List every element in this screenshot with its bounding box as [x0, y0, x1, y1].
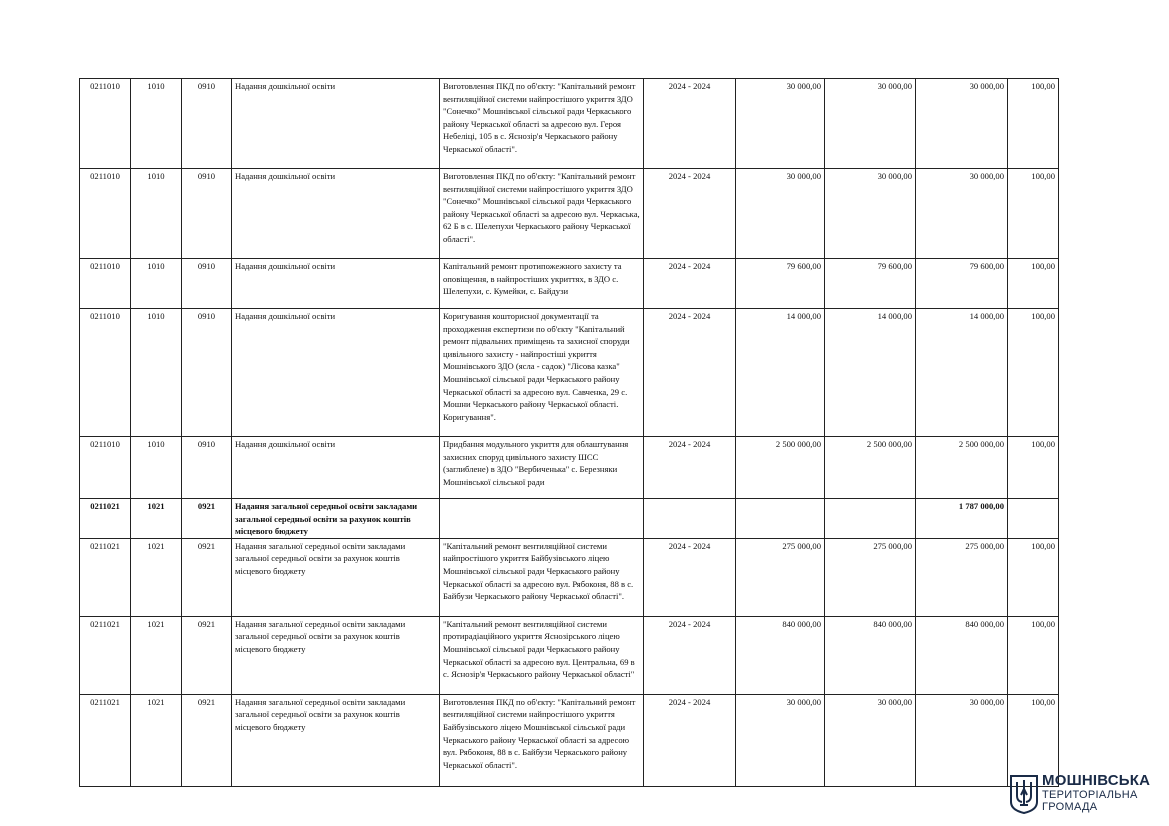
object-name-cell: Капітальний ремонт протипожежного захисту та оповіщення, в найпростіших укриттях, в ЗДО с. Шелепухи, с. Кумейки, с. Байдузи: [440, 259, 644, 309]
total-cost-cell: 30 000,00: [736, 694, 825, 786]
classification-code-cell: 0910: [182, 309, 232, 437]
program-code-cell: 0211021: [80, 694, 131, 786]
period-cell: 2024 - 2024: [644, 79, 736, 169]
object-name-cell: "Капітальний ремонт вентиляційної системи протирадіаційного укриття Яснозірського ліцею Мошнівської сільської ради Черкаського району Черкаської області за адресою вул. Центральна, 69 в с. Яснозір'я Черкаського району Черкаської області": [440, 616, 644, 694]
budget-amount-cell: 2 500 000,00: [916, 437, 1008, 499]
period-cell: 2024 - 2024: [644, 259, 736, 309]
program-name-cell: Надання загальної середньої освіти закладами загальної середньої освіти за рахунок коштів місцевого бюджету: [232, 694, 440, 786]
budget-table: [79, 78, 1059, 787]
total-cost-cell: 275 000,00: [736, 538, 825, 616]
community-logo: [1009, 772, 1159, 816]
program-name-cell: Надання дошкільної освіти: [232, 309, 440, 437]
period-cell: 2024 - 2024: [644, 309, 736, 437]
readiness-percent-cell: 100,00: [1008, 169, 1059, 259]
logo-title: МОШНІВСЬКА: [1042, 772, 1151, 789]
object-name-cell: "Капітальний ремонт вентиляційної системи найпростішого укриття Байбузівського ліцею Мошнівської сільської ради Черкаського району Черкаської області за адресою вул. Рябоконя, 88 в с. Байбузи Черкаського району Черкаської області".: [440, 538, 644, 616]
classification-code-cell: 0921: [182, 616, 232, 694]
classification-code-cell: 0921: [182, 538, 232, 616]
period-cell: 2024 - 2024: [644, 437, 736, 499]
total-cost-cell: 30 000,00: [736, 169, 825, 259]
func-code-cell: 1010: [131, 79, 182, 169]
program-name-cell: Надання дошкільної освіти: [232, 169, 440, 259]
program-code-cell: 0211010: [80, 79, 131, 169]
trident-icon: [1009, 774, 1039, 814]
func-code-cell: 1010: [131, 437, 182, 499]
table-row: [80, 309, 1059, 437]
program-name-cell: Надання дошкільної освіти: [232, 79, 440, 169]
func-code-cell: 1010: [131, 259, 182, 309]
classification-code-cell: 0921: [182, 499, 232, 539]
budget-amount-cell: 30 000,00: [916, 694, 1008, 786]
period-cell: 2024 - 2024: [644, 169, 736, 259]
period-cell: [644, 499, 736, 539]
classification-code-cell: 0910: [182, 169, 232, 259]
period-cell: 2024 - 2024: [644, 694, 736, 786]
total-cost-cell: 30 000,00: [736, 79, 825, 169]
logo-subtitle: [1042, 789, 1138, 813]
budget-amount-cell: 1 787 000,00: [916, 499, 1008, 539]
remaining-cost-cell: 30 000,00: [825, 169, 916, 259]
func-code-cell: 1021: [131, 538, 182, 616]
readiness-percent-cell: 100,00: [1008, 79, 1059, 169]
func-code-cell: 1021: [131, 694, 182, 786]
classification-code-cell: 0921: [182, 694, 232, 786]
remaining-cost-cell: 79 600,00: [825, 259, 916, 309]
readiness-percent-cell: 100,00: [1008, 694, 1059, 786]
remaining-cost-cell: 840 000,00: [825, 616, 916, 694]
classification-code-cell: 0910: [182, 437, 232, 499]
total-cost-cell: [736, 499, 825, 539]
readiness-percent-cell: 100,00: [1008, 616, 1059, 694]
period-cell: 2024 - 2024: [644, 538, 736, 616]
func-code-cell: 1010: [131, 309, 182, 437]
remaining-cost-cell: 14 000,00: [825, 309, 916, 437]
remaining-cost-cell: 30 000,00: [825, 694, 916, 786]
logo-subtitle-line2: ГРОМАДА: [1042, 801, 1098, 813]
readiness-percent-cell: 100,00: [1008, 437, 1059, 499]
logo-subtitle-line1: ТЕРИТОРІАЛЬНА: [1042, 789, 1138, 801]
period-cell: 2024 - 2024: [644, 616, 736, 694]
budget-amount-cell: 30 000,00: [916, 79, 1008, 169]
table-row: [80, 694, 1059, 786]
table-row: [80, 79, 1059, 169]
func-code-cell: 1021: [131, 499, 182, 539]
table-row: [80, 616, 1059, 694]
budget-amount-cell: 30 000,00: [916, 169, 1008, 259]
table-row: [80, 437, 1059, 499]
program-name-cell: Надання загальної середньої освіти закладами загальної середньої освіти за рахунок коштів місцевого бюджету: [232, 538, 440, 616]
budget-amount-cell: 840 000,00: [916, 616, 1008, 694]
object-name-cell: Придбання модульного укриття для облаштування захисних споруд цивільного захисту ШСС (заглиблене) в ЗДО "Вербиченька" с. Березняки Мошнівської сільської ради: [440, 437, 644, 499]
remaining-cost-cell: [825, 499, 916, 539]
classification-code-cell: 0910: [182, 259, 232, 309]
table-row: [80, 259, 1059, 309]
program-name-cell: Надання загальної середньої освіти закладами загальної середньої освіти за рахунок коштів місцевого бюджету: [232, 616, 440, 694]
program-name-cell: Надання загальної середньої освіти закладами загальної середньої освіти за рахунок коштів місцевого бюджету: [232, 499, 440, 539]
remaining-cost-cell: 30 000,00: [825, 79, 916, 169]
total-cost-cell: 79 600,00: [736, 259, 825, 309]
budget-amount-cell: 275 000,00: [916, 538, 1008, 616]
program-code-cell: 0211010: [80, 259, 131, 309]
remaining-cost-cell: 275 000,00: [825, 538, 916, 616]
program-code-cell: 0211010: [80, 309, 131, 437]
program-code-cell: 0211010: [80, 437, 131, 499]
program-code-cell: 0211021: [80, 616, 131, 694]
budget-amount-cell: 14 000,00: [916, 309, 1008, 437]
readiness-percent-cell: 100,00: [1008, 259, 1059, 309]
program-code-cell: 0211010: [80, 169, 131, 259]
program-name-cell: Надання дошкільної освіти: [232, 259, 440, 309]
classification-code-cell: 0910: [182, 79, 232, 169]
program-code-cell: 0211021: [80, 499, 131, 539]
func-code-cell: 1010: [131, 169, 182, 259]
table-row: [80, 169, 1059, 259]
total-cost-cell: 840 000,00: [736, 616, 825, 694]
object-name-cell: Виготовлення ПКД по об'єкту: "Капітальний ремонт вентиляційної системи найпростішого укриття ЗДО "Сонечко" Мошнівської сільської ради Черкаського району Черкаської області за адресою вул. Героя Небеліці, 105 в с. Яснозір'я Черкаського району Черкаської області".: [440, 79, 644, 169]
object-name-cell: [440, 499, 644, 539]
program-code-cell: 0211021: [80, 538, 131, 616]
subtotal-row: [80, 499, 1059, 539]
table-row: [80, 538, 1059, 616]
total-cost-cell: 2 500 000,00: [736, 437, 825, 499]
budget-amount-cell: 79 600,00: [916, 259, 1008, 309]
program-name-cell: Надання дошкільної освіти: [232, 437, 440, 499]
remaining-cost-cell: 2 500 000,00: [825, 437, 916, 499]
readiness-percent-cell: [1008, 499, 1059, 539]
object-name-cell: Виготовлення ПКД по об'єкту: "Капітальний ремонт вентиляційної системи найпростішого укриття Байбузівського ліцею Мошнівської сільської ради Черкаського району Черкаської області за адресою вул. Рябоконя, 88 в с. Байбузи Черкаського району Черкаської області".: [440, 694, 644, 786]
object-name-cell: Коригування кошторисної документації та проходження експертизи по об'єкту "Капітальний ремонт підвальних приміщень та захисної споруди цивільного захисту - найпростіші укриття Мошнівського ЗДО (ясла - садок) "Лісова казка" Мошнівської сільської ради Черкаського району Черкаської області за адресою вул. Савченка, 29 с. Мошни Черкаського району Черкаської області. Коригування".: [440, 309, 644, 437]
func-code-cell: 1021: [131, 616, 182, 694]
object-name-cell: Виготовлення ПКД по об'єкту: "Капітальний ремонт вентиляційної системи найпростішого укриття ЗДО "Сонечко" Мошнівської сільської ради Черкаського району Черкаської області за адресою вул. Черкаська, 62 Б в с. Шелепухи Черкаського району Черкаської області".: [440, 169, 644, 259]
readiness-percent-cell: 100,00: [1008, 309, 1059, 437]
total-cost-cell: 14 000,00: [736, 309, 825, 437]
readiness-percent-cell: 100,00: [1008, 538, 1059, 616]
